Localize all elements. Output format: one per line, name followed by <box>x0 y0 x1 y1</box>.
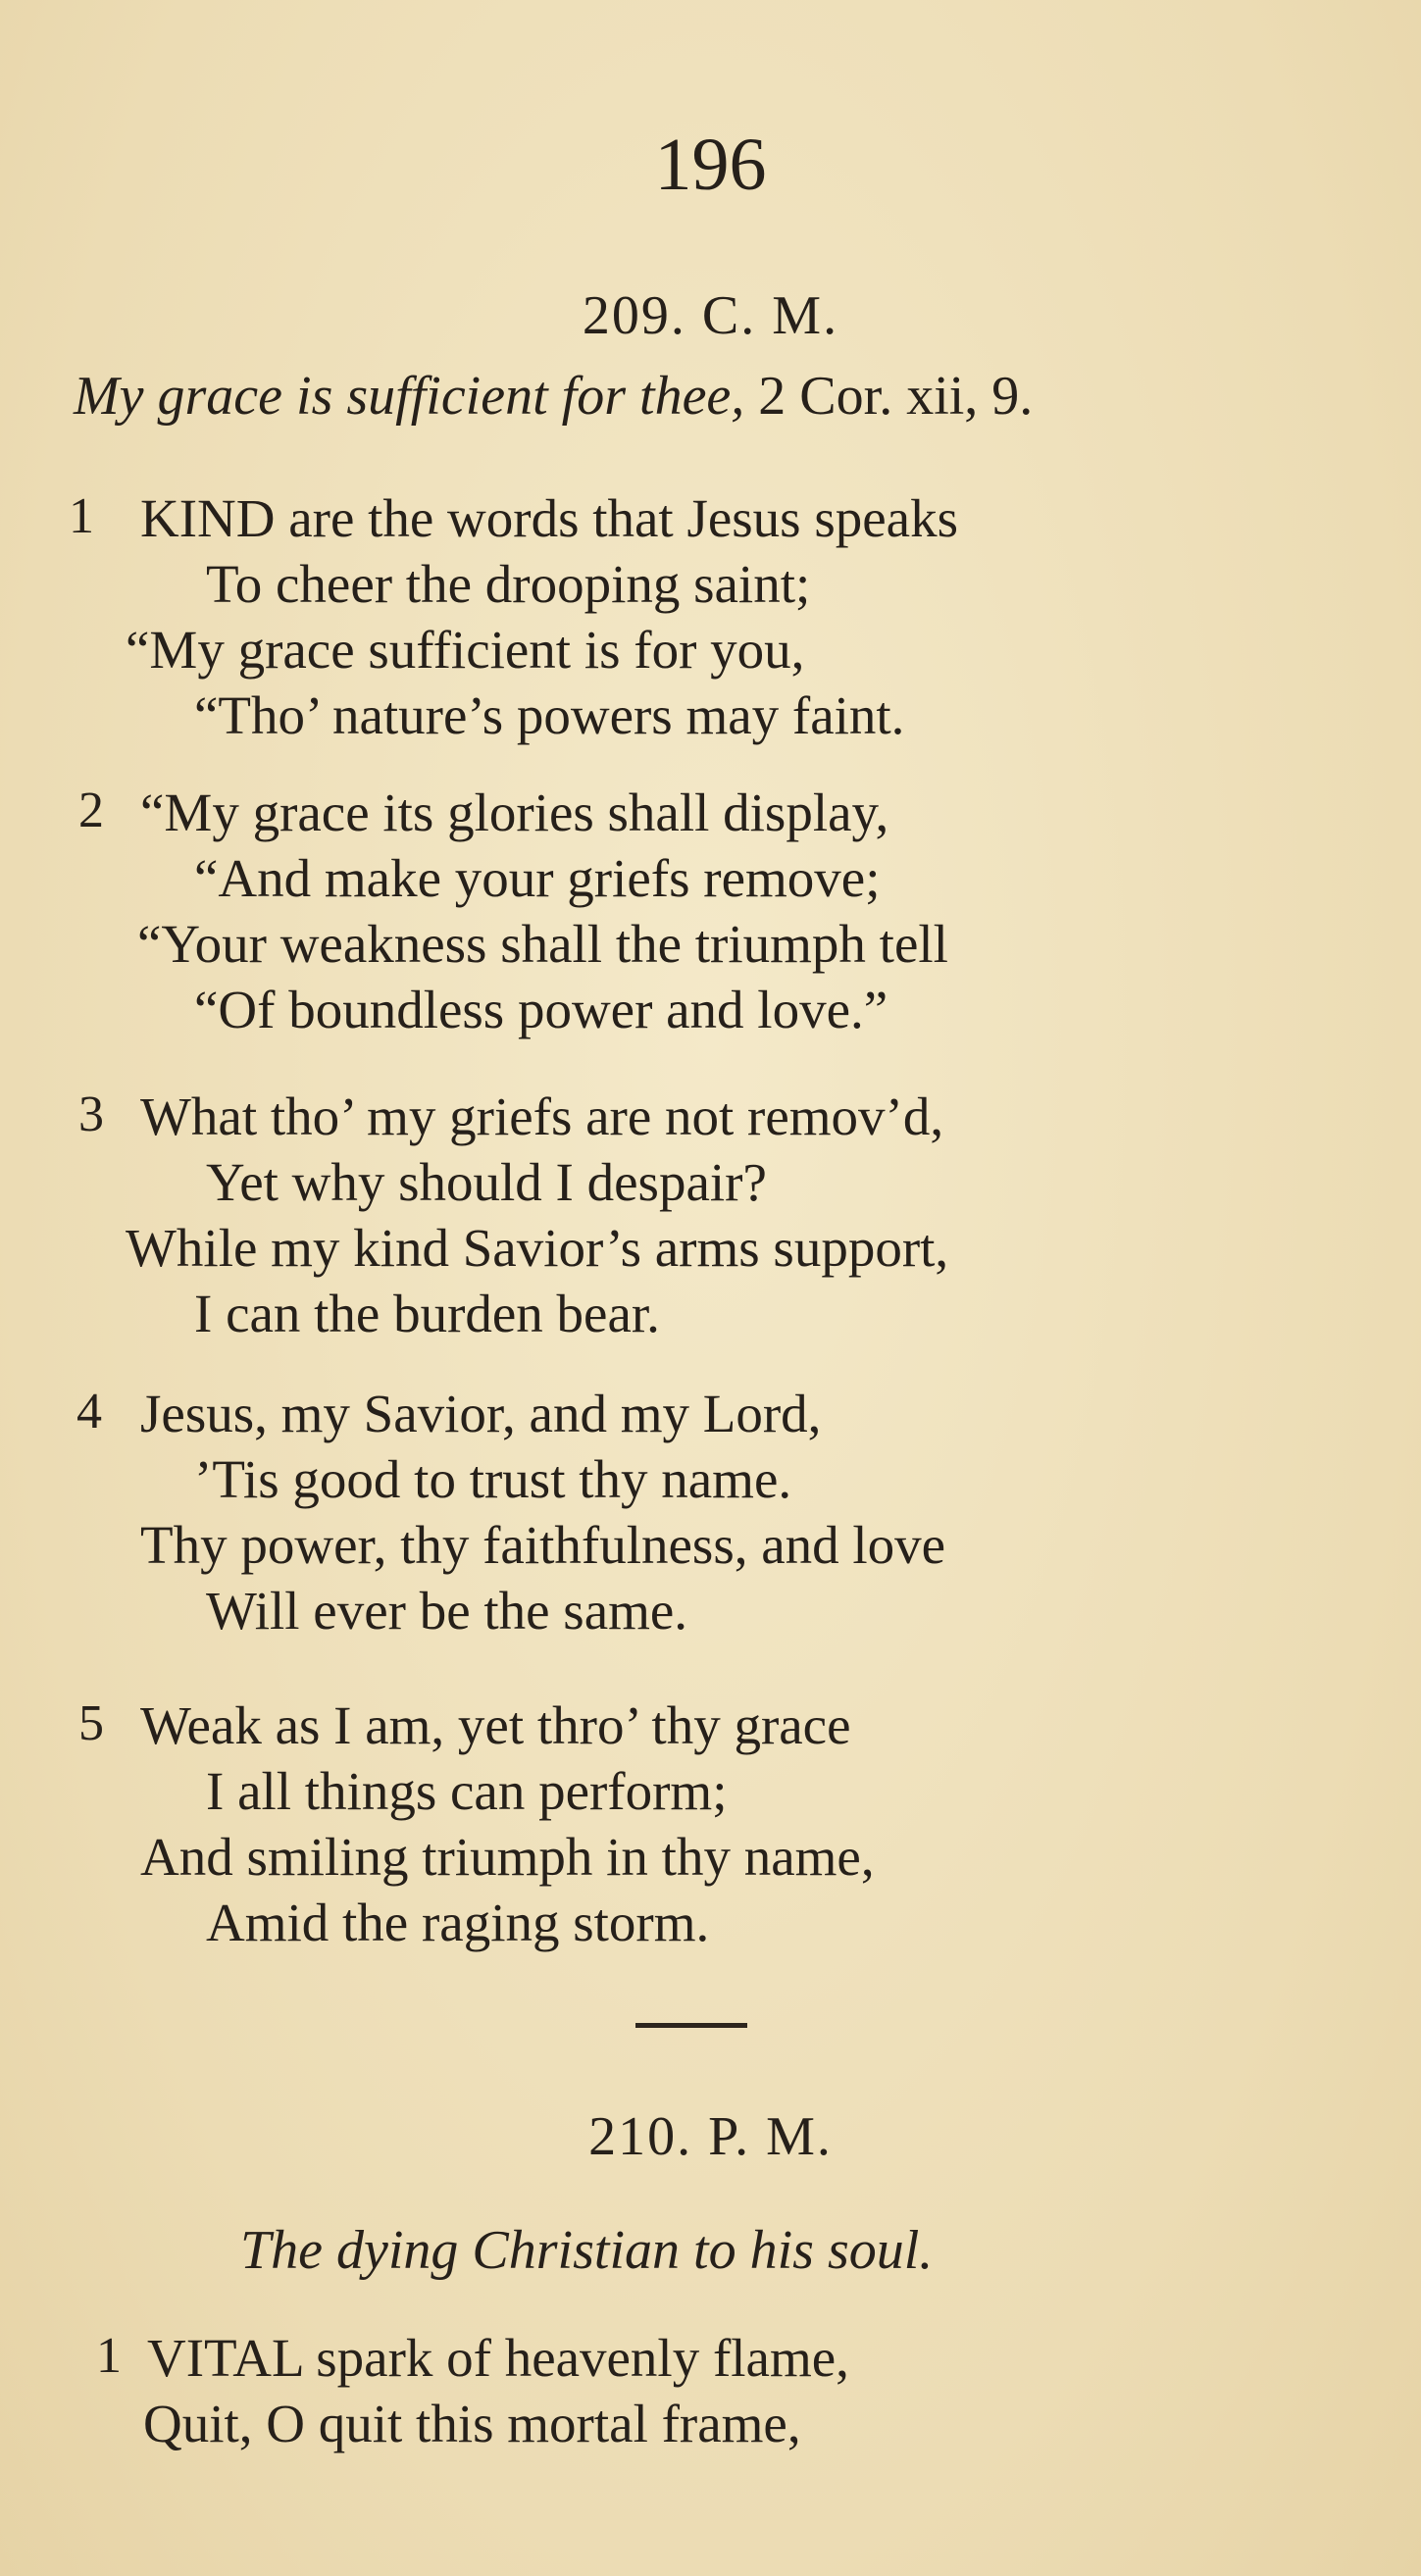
verse-line: Weak as I am, yet thro’ thy grace <box>140 1695 851 1755</box>
stanza-number: 5 <box>78 1695 104 1751</box>
hymn-heading: 210. P. M. <box>588 2106 833 2167</box>
hymn-epigraph <box>74 365 1033 428</box>
verse-line: Amid the raging storm. <box>206 1893 710 1952</box>
verse-line: Quit, O quit this mortal frame, <box>143 2394 801 2453</box>
verse-line: To cheer the drooping saint; <box>206 554 811 614</box>
verse-line: ’Tis good to trust thy name. <box>194 1449 792 1509</box>
verse-line: I all things can perform; <box>206 1761 728 1821</box>
stanza-number: 4 <box>76 1384 102 1440</box>
verse-line: VITAL spark of heavenly flame, <box>147 2328 849 2388</box>
epigraph-text: The dying Christian to his soul. <box>240 2220 934 2281</box>
page-number: 196 <box>654 124 767 206</box>
verse-line: Will ever be the same. <box>206 1581 688 1641</box>
stanza-number: 3 <box>78 1086 104 1142</box>
verse-line: “Of boundless power and love.” <box>194 980 888 1039</box>
verse-line: While my kind Savior’s arms support, <box>126 1218 949 1278</box>
verse-line: “My grace sufficient is for you, <box>126 620 805 680</box>
verse-line: KIND are the words that Jesus speaks <box>140 488 958 548</box>
verse-line: What tho’ my griefs are not remov’d, <box>140 1086 944 1146</box>
verse-line: Jesus, my Savior, and my Lord, <box>140 1384 822 1443</box>
verse-line: “And make your griefs remove; <box>194 848 881 908</box>
section-divider <box>635 2023 747 2028</box>
verse-line: “Your weakness shall the triumph tell <box>137 914 948 974</box>
verse-line: “My grace its glories shall display, <box>140 783 889 842</box>
verse-line: “Tho’ nature’s powers may faint. <box>194 685 905 745</box>
stanza-number: 2 <box>78 783 104 838</box>
stanza-number: 1 <box>96 2328 122 2384</box>
hymn-heading: 209. C. M. <box>582 285 839 346</box>
verse-line: And smiling triumph in thy name, <box>140 1827 875 1887</box>
verse-line: Yet why should I despair? <box>206 1152 767 1212</box>
verse-line: I can the burden bear. <box>194 1284 660 1343</box>
scripture-reference: 2 Cor. xii, 9. <box>758 366 1034 427</box>
epigraph-text: My grace is sufficient for thee, <box>74 366 745 427</box>
hymn-epigraph <box>240 2219 933 2282</box>
stanza-number: 1 <box>69 488 94 544</box>
verse-line: Thy power, thy faithfulness, and love <box>140 1515 946 1575</box>
